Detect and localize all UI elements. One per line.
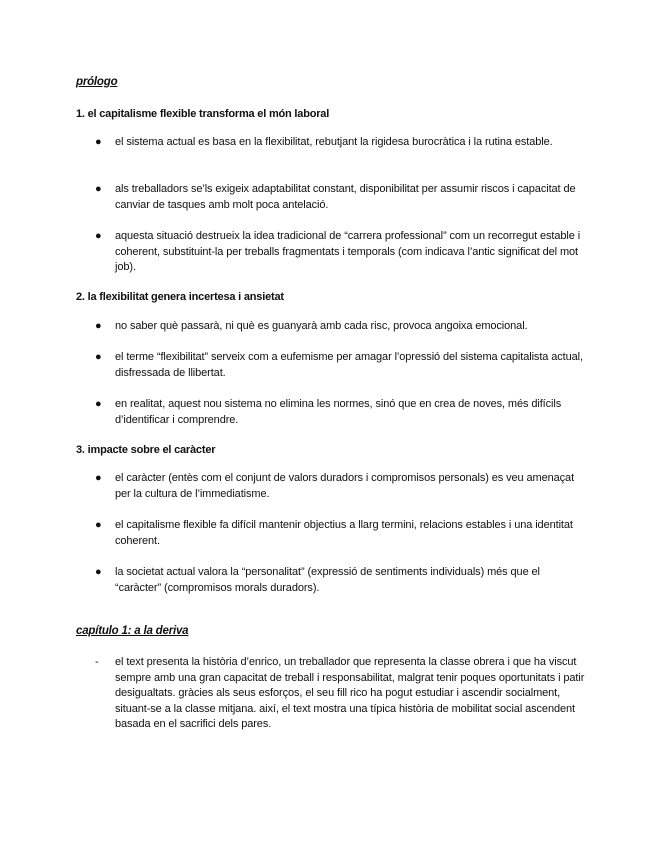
list-item: el capitalisme flexible fa difícil mantenir objectius a llarg termini, relacions estables i una identitat coherent. <box>115 519 573 547</box>
section-2-heading: 2. la flexibilitat genera incertesa i ansietat <box>76 291 284 303</box>
list-item: aquesta situació destrueix la idea tradicional de “carrera professional” com un recorregut estable i coherent, substituint-la per treballs fragmentats i temporals (com indicava l’antic significat del mot job). <box>115 230 581 274</box>
list-item: no saber què passarà, ni què es guanyarà amb cada risc, provoca angoixa emocional. <box>115 320 528 332</box>
bullet-icon: ● <box>95 472 102 484</box>
section-1-heading: 1. el capitalisme flexible transforma el món laboral <box>76 108 330 120</box>
list-item: en realitat, aquest nou sistema no elimina les normes, sinó que en crea de noves, més difícils d’identificar i comprendre. <box>115 398 562 426</box>
list-item: el terme “flexibilitat” serveix com a eufemisme per amagar l’opressió del sistema capitalista actual, disfressada de llibertat. <box>115 351 583 379</box>
dash-bullet-icon: - <box>95 656 99 668</box>
list-item: als treballadors se’ls exigeix adaptabilitat constant, disponibilitat per assumir riscos i capacitat de canviar de tasques amb molt poca antelació. <box>115 183 576 211</box>
bullet-icon: ● <box>95 230 102 242</box>
bullet-icon: ● <box>95 566 102 578</box>
bullet-icon: ● <box>95 320 102 332</box>
list-item: la societat actual valora la “personalitat” (expressió de sentiments individuals) més que el “caràcter” (compromisos morals duradors). <box>115 566 540 594</box>
bullet-icon: ● <box>95 136 102 148</box>
bullet-icon: ● <box>95 519 102 531</box>
section-3-heading: 3. impacte sobre el caràcter <box>76 444 216 456</box>
list-item: el sistema actual es basa en la flexibilitat, rebutjant la rigidesa burocràtica i la rutina estable. <box>115 136 553 148</box>
bullet-icon: ● <box>95 183 102 195</box>
bullet-icon: ● <box>95 351 102 363</box>
list-item: el text presenta la història d’enrico, un treballador que representa la classe obrera i que ha viscut sempre amb una gran capacitat de treball i responsabilitat, malgrat tenir poques oportunitats i patir desigualtats. gràcies als seus esforços, el seu fill rico ha pogut estudiar i ascendir socialment, situant-se a la classe mitjana. així, el text mostra una típica història de mobilitat social ascendent basada en el sacrifici dels pares. <box>115 656 585 731</box>
prologo-title: prólogo <box>76 76 118 88</box>
list-item: el caràcter (entès com el conjunt de valors duradors i compromisos personals) es veu amenaçat per la cultura de l’immediatisme. <box>115 472 575 500</box>
bullet-icon: ● <box>95 398 102 410</box>
chapter-1-title: capítulo 1: a la deriva <box>76 625 189 637</box>
